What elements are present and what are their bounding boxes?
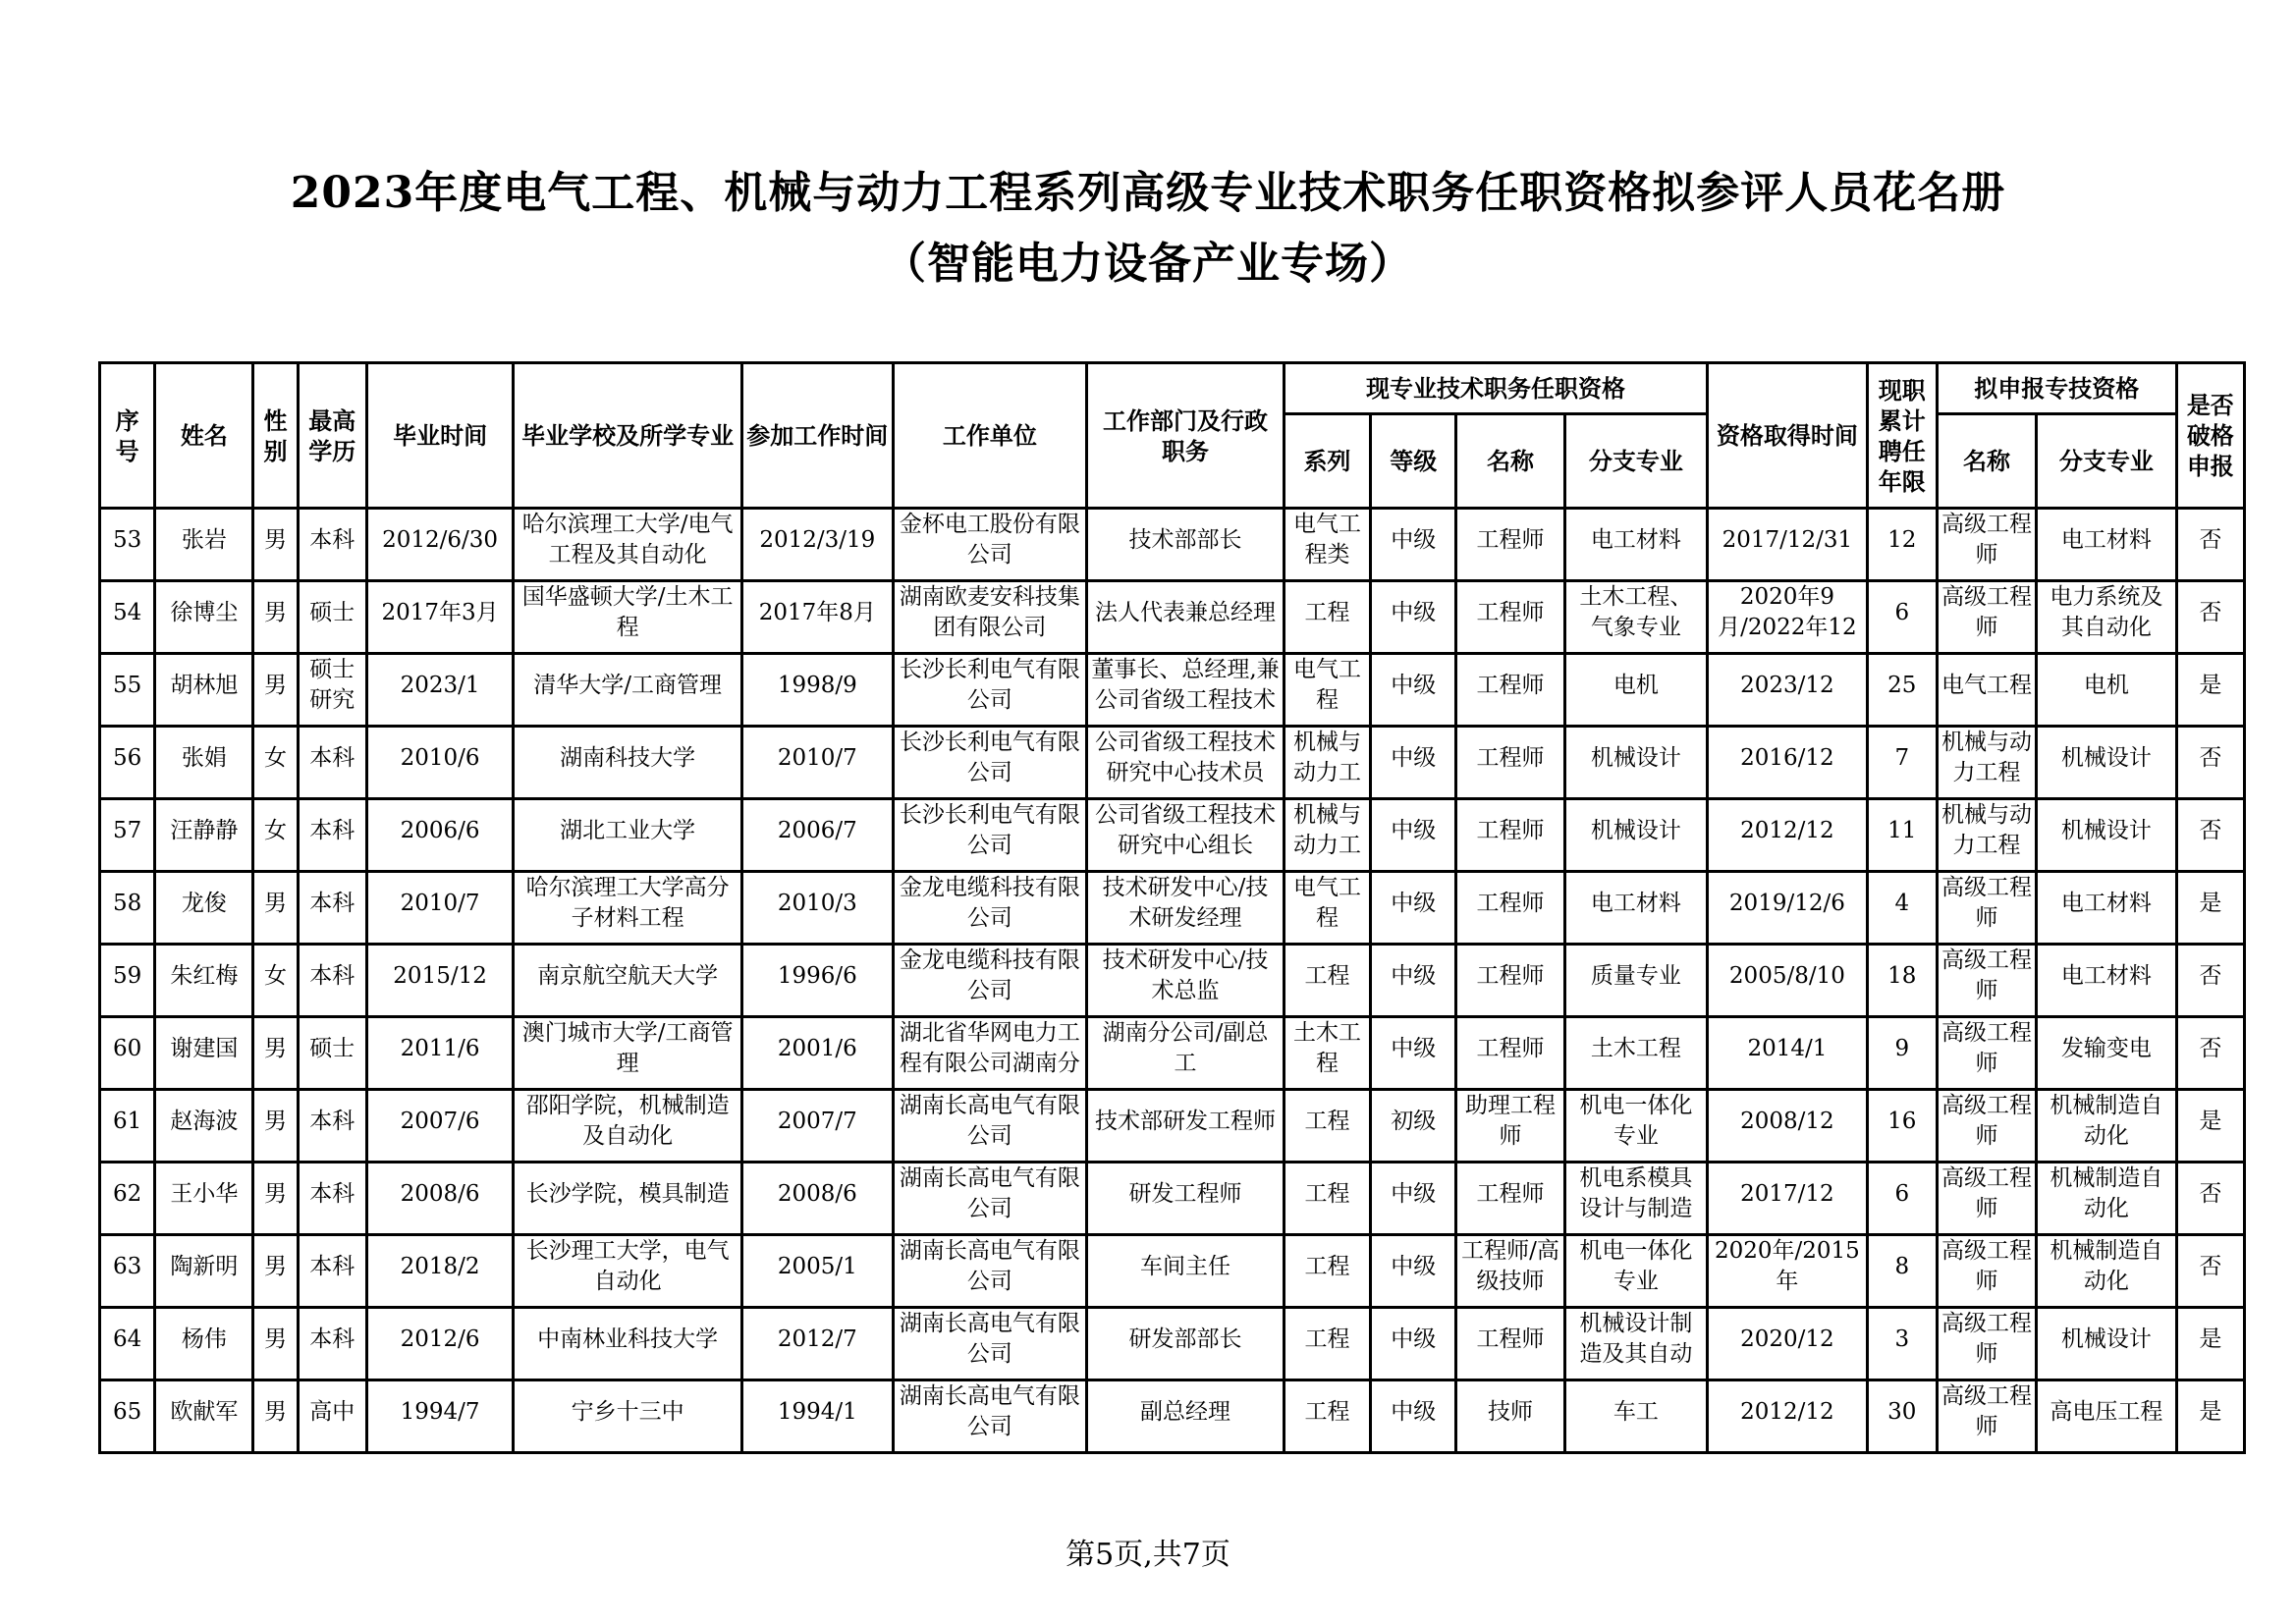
cell-work-start: 2010/7 — [742, 727, 893, 799]
table-row — [100, 654, 2245, 727]
cell-gender: 男 — [253, 654, 298, 727]
header-cur-title: 名称 — [1456, 414, 1564, 509]
cell-years: 25 — [1867, 654, 1937, 727]
cell-education: 本科 — [298, 1235, 366, 1308]
document-title: 2023年度电气工程、机械与动力工程系列高级专业技术职务任职资格拟参评人员花名册 — [290, 168, 2006, 218]
cell-grad-time: 2008/6 — [366, 1163, 513, 1235]
cell-cur-level: 中级 — [1371, 1163, 1456, 1235]
cell-dept-position: 技术研发中心/技术研发经理 — [1087, 872, 1285, 945]
cell-qual-time: 2020年/2015年 — [1708, 1235, 1868, 1308]
cell-employer: 金龙电缆科技有限公司 — [893, 945, 1087, 1017]
cell-school-major: 国华盛顿大学/土木工程 — [514, 581, 742, 654]
cell-apply-branch: 机械设计 — [2037, 799, 2176, 872]
cell-apply-title: 高级工程师 — [1937, 1090, 2036, 1163]
cell-grad-time: 2007/6 — [366, 1090, 513, 1163]
cell-grad-time: 2012/6/30 — [366, 509, 513, 581]
table-row — [100, 509, 2245, 581]
cell-seq: 59 — [100, 945, 155, 1017]
cell-seq: 62 — [100, 1163, 155, 1235]
cell-gender: 男 — [253, 581, 298, 654]
cell-qual-time: 2019/12/6 — [1708, 872, 1868, 945]
cell-dept-position: 法人代表兼总经理 — [1087, 581, 1285, 654]
cell-qual-time: 2020/12 — [1708, 1308, 1868, 1380]
header-qual-time: 资格取得时间 — [1708, 363, 1868, 509]
cell-cur-title: 工程师/高级技师 — [1456, 1235, 1564, 1308]
cell-cur-title: 工程师 — [1456, 799, 1564, 872]
cell-exception: 否 — [2176, 1235, 2244, 1308]
table-row — [100, 727, 2245, 799]
cell-exception: 否 — [2176, 581, 2244, 654]
cell-cur-title: 工程师 — [1456, 872, 1564, 945]
cell-exception: 是 — [2176, 1380, 2244, 1453]
cell-employer: 湖南长高电气有限公司 — [893, 1235, 1087, 1308]
cell-cur-title: 助理工程师 — [1456, 1090, 1564, 1163]
cell-cur-title: 工程师 — [1456, 1308, 1564, 1380]
cell-name: 龙俊 — [155, 872, 253, 945]
cell-apply-branch: 机械设计 — [2037, 727, 2176, 799]
cell-school-major: 长沙学院，模具制造 — [514, 1163, 742, 1235]
cell-work-start: 2006/7 — [742, 799, 893, 872]
cell-cur-series: 工程 — [1284, 1090, 1370, 1163]
cell-cur-level: 中级 — [1371, 581, 1456, 654]
cell-cur-branch: 机械设计 — [1564, 727, 1707, 799]
cell-name: 朱红梅 — [155, 945, 253, 1017]
table-row — [100, 581, 2245, 654]
cell-name: 欧献军 — [155, 1380, 253, 1453]
cell-apply-title: 机械与动力工程 — [1937, 727, 2036, 799]
cell-dept-position: 研发工程师 — [1087, 1163, 1285, 1235]
cell-cur-branch: 机械设计制造及其自动 — [1564, 1308, 1707, 1380]
cell-work-start: 1994/1 — [742, 1380, 893, 1453]
cell-cur-branch: 电工材料 — [1564, 872, 1707, 945]
cell-education: 本科 — [298, 1163, 366, 1235]
cell-employer: 长沙长利电气有限公司 — [893, 654, 1087, 727]
cell-cur-level: 中级 — [1371, 1308, 1456, 1380]
header-education: 最高学历 — [298, 363, 366, 509]
cell-apply-branch: 高电压工程 — [2037, 1380, 2176, 1453]
cell-dept-position: 技术部部长 — [1087, 509, 1285, 581]
cell-work-start: 2012/7 — [742, 1308, 893, 1380]
cell-dept-position: 技术部研发工程师 — [1087, 1090, 1285, 1163]
cell-cur-title: 工程师 — [1456, 581, 1564, 654]
cell-name: 赵海波 — [155, 1090, 253, 1163]
cell-employer: 湖南长高电气有限公司 — [893, 1090, 1087, 1163]
cell-school-major: 长沙理工大学，电气自动化 — [514, 1235, 742, 1308]
cell-seq: 63 — [100, 1235, 155, 1308]
cell-cur-branch: 电工材料 — [1564, 509, 1707, 581]
cell-name: 谢建国 — [155, 1017, 253, 1090]
table-row — [100, 872, 2245, 945]
cell-school-major: 南京航空航天大学 — [514, 945, 742, 1017]
cell-work-start: 2012/3/19 — [742, 509, 893, 581]
cell-dept-position: 湖南分公司/副总工 — [1087, 1017, 1285, 1090]
cell-apply-branch: 机械制造自动化 — [2037, 1163, 2176, 1235]
cell-cur-level: 中级 — [1371, 727, 1456, 799]
cell-seq: 56 — [100, 727, 155, 799]
cell-apply-title: 高级工程师 — [1937, 872, 2036, 945]
header-exception: 是否破格申报 — [2176, 363, 2244, 509]
cell-cur-series: 电气工程 — [1284, 654, 1370, 727]
cell-seq: 58 — [100, 872, 155, 945]
header-seq: 序号 — [100, 363, 155, 509]
cell-exception: 是 — [2176, 654, 2244, 727]
cell-school-major: 湖北工业大学 — [514, 799, 742, 872]
header-name: 姓名 — [155, 363, 253, 509]
cell-years: 6 — [1867, 581, 1937, 654]
cell-cur-level: 中级 — [1371, 945, 1456, 1017]
cell-employer: 金龙电缆科技有限公司 — [893, 872, 1087, 945]
cell-cur-level: 中级 — [1371, 1380, 1456, 1453]
cell-seq: 61 — [100, 1090, 155, 1163]
cell-name: 胡林旭 — [155, 654, 253, 727]
cell-gender: 男 — [253, 1017, 298, 1090]
cell-grad-time: 2023/1 — [366, 654, 513, 727]
cell-gender: 女 — [253, 727, 298, 799]
cell-education: 本科 — [298, 945, 366, 1017]
cell-name: 张娟 — [155, 727, 253, 799]
header-work-start: 参加工作时间 — [742, 363, 893, 509]
cell-apply-branch: 电工材料 — [2037, 509, 2176, 581]
cell-years: 11 — [1867, 799, 1937, 872]
cell-grad-time: 1994/7 — [366, 1380, 513, 1453]
roster-table — [98, 361, 2246, 1454]
table-row — [100, 1090, 2245, 1163]
header-years: 现职累计聘任年限 — [1867, 363, 1937, 509]
cell-cur-level: 中级 — [1371, 799, 1456, 872]
cell-name: 汪静静 — [155, 799, 253, 872]
cell-name: 杨伟 — [155, 1308, 253, 1380]
table-row — [100, 1380, 2245, 1453]
cell-exception: 是 — [2176, 1308, 2244, 1380]
cell-exception: 否 — [2176, 727, 2244, 799]
cell-apply-title: 高级工程师 — [1937, 1017, 2036, 1090]
cell-cur-branch: 机电一体化专业 — [1564, 1090, 1707, 1163]
table-row — [100, 945, 2245, 1017]
cell-cur-level: 中级 — [1371, 1235, 1456, 1308]
cell-name: 徐博尘 — [155, 581, 253, 654]
cell-gender: 女 — [253, 799, 298, 872]
cell-employer: 湖南长高电气有限公司 — [893, 1380, 1087, 1453]
cell-apply-branch: 发输变电 — [2037, 1017, 2176, 1090]
cell-exception: 是 — [2176, 1090, 2244, 1163]
cell-apply-title: 高级工程师 — [1937, 1380, 2036, 1453]
cell-education: 本科 — [298, 1308, 366, 1380]
cell-qual-time: 2023/12 — [1708, 654, 1868, 727]
cell-qual-time: 2016/12 — [1708, 727, 1868, 799]
cell-work-start: 2001/6 — [742, 1017, 893, 1090]
cell-years: 9 — [1867, 1017, 1937, 1090]
cell-exception: 否 — [2176, 1163, 2244, 1235]
cell-school-major: 澳门城市大学/工商管理 — [514, 1017, 742, 1090]
cell-apply-title: 高级工程师 — [1937, 1308, 2036, 1380]
cell-grad-time: 2006/6 — [366, 799, 513, 872]
cell-dept-position: 副总经理 — [1087, 1380, 1285, 1453]
cell-cur-branch: 土木工程、气象专业 — [1564, 581, 1707, 654]
cell-exception: 是 — [2176, 872, 2244, 945]
cell-cur-title: 工程师 — [1456, 1163, 1564, 1235]
cell-exception: 否 — [2176, 509, 2244, 581]
cell-education: 高中 — [298, 1380, 366, 1453]
cell-cur-level: 中级 — [1371, 509, 1456, 581]
cell-years: 7 — [1867, 727, 1937, 799]
table-row — [100, 1235, 2245, 1308]
cell-education: 本科 — [298, 799, 366, 872]
cell-dept-position: 研发部部长 — [1087, 1308, 1285, 1380]
header-employer: 工作单位 — [893, 363, 1087, 509]
cell-employer: 金杯电工股份有限公司 — [893, 509, 1087, 581]
cell-cur-series: 机械与动力工 — [1284, 799, 1370, 872]
cell-apply-title: 电气工程 — [1937, 654, 2036, 727]
cell-cur-series: 土木工程 — [1284, 1017, 1370, 1090]
cell-apply-branch: 电工材料 — [2037, 945, 2176, 1017]
cell-cur-branch: 机械设计 — [1564, 799, 1707, 872]
table-row — [100, 799, 2245, 872]
cell-grad-time: 2015/12 — [366, 945, 513, 1017]
document-subtitle: （智能电力设备产业专场） — [883, 239, 1413, 289]
cell-exception: 否 — [2176, 1017, 2244, 1090]
cell-employer: 湖北省华网电力工程有限公司湖南分 — [893, 1017, 1087, 1090]
cell-dept-position: 公司省级工程技术研究中心组长 — [1087, 799, 1285, 872]
cell-gender: 女 — [253, 945, 298, 1017]
cell-years: 6 — [1867, 1163, 1937, 1235]
cell-years: 8 — [1867, 1235, 1937, 1308]
cell-seq: 54 — [100, 581, 155, 654]
header-row-top — [100, 363, 2245, 414]
cell-school-major: 宁乡十三中 — [514, 1380, 742, 1453]
cell-apply-title: 高级工程师 — [1937, 1163, 2036, 1235]
table-row — [100, 1017, 2245, 1090]
cell-cur-series: 机械与动力工 — [1284, 727, 1370, 799]
cell-cur-branch: 机电一体化专业 — [1564, 1235, 1707, 1308]
header-school-major: 毕业学校及所学专业 — [514, 363, 742, 509]
cell-qual-time: 2012/12 — [1708, 799, 1868, 872]
cell-cur-level: 中级 — [1371, 872, 1456, 945]
cell-work-start: 2005/1 — [742, 1235, 893, 1308]
roster-body — [100, 509, 2245, 1453]
cell-cur-branch: 土木工程 — [1564, 1017, 1707, 1090]
cell-cur-title: 工程师 — [1456, 654, 1564, 727]
cell-employer: 长沙长利电气有限公司 — [893, 799, 1087, 872]
cell-qual-time: 2014/1 — [1708, 1017, 1868, 1090]
cell-cur-series: 工程 — [1284, 1235, 1370, 1308]
cell-school-major: 邵阳学院，机械制造及自动化 — [514, 1090, 742, 1163]
cell-cur-series: 工程 — [1284, 1380, 1370, 1453]
header-dept-position: 工作部门及行政职务 — [1087, 363, 1285, 509]
cell-education: 硕士 — [298, 1017, 366, 1090]
page-footer: 第5页,共7页 — [1066, 1538, 1230, 1572]
cell-cur-series: 工程 — [1284, 945, 1370, 1017]
cell-exception: 否 — [2176, 799, 2244, 872]
cell-cur-series: 工程 — [1284, 1163, 1370, 1235]
cell-work-start: 2007/7 — [742, 1090, 893, 1163]
cell-cur-title: 工程师 — [1456, 509, 1564, 581]
cell-years: 30 — [1867, 1380, 1937, 1453]
cell-name: 王小华 — [155, 1163, 253, 1235]
cell-cur-branch: 车工 — [1564, 1380, 1707, 1453]
cell-seq: 64 — [100, 1308, 155, 1380]
header-cur-branch: 分支专业 — [1564, 414, 1707, 509]
cell-school-major: 哈尔滨理工大学/电气工程及其自动化 — [514, 509, 742, 581]
cell-work-start: 1998/9 — [742, 654, 893, 727]
cell-education: 本科 — [298, 509, 366, 581]
cell-employer: 湖南长高电气有限公司 — [893, 1308, 1087, 1380]
cell-years: 18 — [1867, 945, 1937, 1017]
cell-cur-title: 工程师 — [1456, 727, 1564, 799]
cell-qual-time: 2017/12 — [1708, 1163, 1868, 1235]
cell-seq: 55 — [100, 654, 155, 727]
cell-grad-time: 2010/7 — [366, 872, 513, 945]
cell-gender: 男 — [253, 509, 298, 581]
cell-qual-time: 2012/12 — [1708, 1380, 1868, 1453]
cell-cur-series: 电气工程类 — [1284, 509, 1370, 581]
header-apply-branch: 分支专业 — [2037, 414, 2176, 509]
cell-school-major: 清华大学/工商管理 — [514, 654, 742, 727]
cell-cur-series: 工程 — [1284, 581, 1370, 654]
cell-years: 16 — [1867, 1090, 1937, 1163]
cell-grad-time: 2010/6 — [366, 727, 513, 799]
cell-qual-time: 2005/8/10 — [1708, 945, 1868, 1017]
cell-apply-branch: 机械设计 — [2037, 1308, 2176, 1380]
cell-apply-title: 高级工程师 — [1937, 509, 2036, 581]
cell-employer: 长沙长利电气有限公司 — [893, 727, 1087, 799]
cell-seq: 53 — [100, 509, 155, 581]
cell-apply-title: 机械与动力工程 — [1937, 799, 2036, 872]
cell-cur-level: 中级 — [1371, 1017, 1456, 1090]
cell-qual-time: 2017/12/31 — [1708, 509, 1868, 581]
cell-gender: 男 — [253, 1163, 298, 1235]
cell-exception: 否 — [2176, 945, 2244, 1017]
cell-cur-branch: 电机 — [1564, 654, 1707, 727]
cell-cur-branch: 机电系模具设计与制造 — [1564, 1163, 1707, 1235]
cell-seq: 65 — [100, 1380, 155, 1453]
header-gender: 性别 — [253, 363, 298, 509]
cell-years: 4 — [1867, 872, 1937, 945]
table-row — [100, 1308, 2245, 1380]
header-apply-title: 名称 — [1937, 414, 2036, 509]
cell-work-start: 2017年8月 — [742, 581, 893, 654]
cell-cur-series: 电气工程 — [1284, 872, 1370, 945]
cell-education: 硕士 — [298, 581, 366, 654]
cell-employer: 湖南欧麦安科技集团有限公司 — [893, 581, 1087, 654]
cell-apply-branch: 机械制造自动化 — [2037, 1235, 2176, 1308]
cell-gender: 男 — [253, 1090, 298, 1163]
header-cur-level: 等级 — [1371, 414, 1456, 509]
cell-employer: 湖南长高电气有限公司 — [893, 1163, 1087, 1235]
cell-grad-time: 2012/6 — [366, 1308, 513, 1380]
cell-apply-title: 高级工程师 — [1937, 1235, 2036, 1308]
cell-qual-time: 2008/12 — [1708, 1090, 1868, 1163]
cell-dept-position: 董事长、总经理,兼公司省级工程技术 — [1087, 654, 1285, 727]
cell-apply-branch: 电工材料 — [2037, 872, 2176, 945]
cell-gender: 男 — [253, 872, 298, 945]
cell-education: 本科 — [298, 872, 366, 945]
cell-education: 本科 — [298, 1090, 366, 1163]
cell-cur-level: 中级 — [1371, 654, 1456, 727]
cell-cur-level: 初级 — [1371, 1090, 1456, 1163]
cell-dept-position: 公司省级工程技术研究中心技术员 — [1087, 727, 1285, 799]
cell-apply-branch: 电机 — [2037, 654, 2176, 727]
cell-school-major: 中南林业科技大学 — [514, 1308, 742, 1380]
cell-cur-title: 工程师 — [1456, 945, 1564, 1017]
cell-cur-title: 技师 — [1456, 1380, 1564, 1453]
cell-work-start: 2008/6 — [742, 1163, 893, 1235]
cell-school-major: 湖南科技大学 — [514, 727, 742, 799]
cell-gender: 男 — [253, 1380, 298, 1453]
cell-name: 张岩 — [155, 509, 253, 581]
table-row — [100, 1163, 2245, 1235]
header-cur-series: 系列 — [1284, 414, 1370, 509]
header-current-qualification: 现专业技术职务任职资格 — [1284, 363, 1707, 414]
cell-years: 3 — [1867, 1308, 1937, 1380]
header-apply-qualification: 拟申报专技资格 — [1937, 363, 2176, 414]
cell-work-start: 2010/3 — [742, 872, 893, 945]
cell-gender: 男 — [253, 1235, 298, 1308]
cell-grad-time: 2018/2 — [366, 1235, 513, 1308]
cell-school-major: 哈尔滨理工大学高分子材料工程 — [514, 872, 742, 945]
cell-apply-title: 高级工程师 — [1937, 945, 2036, 1017]
cell-education: 硕士研究 — [298, 654, 366, 727]
cell-name: 陶新明 — [155, 1235, 253, 1308]
cell-grad-time: 2011/6 — [366, 1017, 513, 1090]
cell-years: 12 — [1867, 509, 1937, 581]
cell-seq: 60 — [100, 1017, 155, 1090]
cell-grad-time: 2017年3月 — [366, 581, 513, 654]
cell-dept-position: 车间主任 — [1087, 1235, 1285, 1308]
cell-seq: 57 — [100, 799, 155, 872]
header-grad-time: 毕业时间 — [366, 363, 513, 509]
cell-cur-branch: 质量专业 — [1564, 945, 1707, 1017]
cell-dept-position: 技术研发中心/技术总监 — [1087, 945, 1285, 1017]
cell-qual-time: 2020年9月/2022年12 — [1708, 581, 1868, 654]
cell-cur-series: 工程 — [1284, 1308, 1370, 1380]
cell-apply-title: 高级工程师 — [1937, 581, 2036, 654]
cell-apply-branch: 机械制造自动化 — [2037, 1090, 2176, 1163]
cell-cur-title: 工程师 — [1456, 1017, 1564, 1090]
cell-gender: 男 — [253, 1308, 298, 1380]
cell-apply-branch: 电力系统及其自动化 — [2037, 581, 2176, 654]
cell-work-start: 1996/6 — [742, 945, 893, 1017]
cell-education: 本科 — [298, 727, 366, 799]
